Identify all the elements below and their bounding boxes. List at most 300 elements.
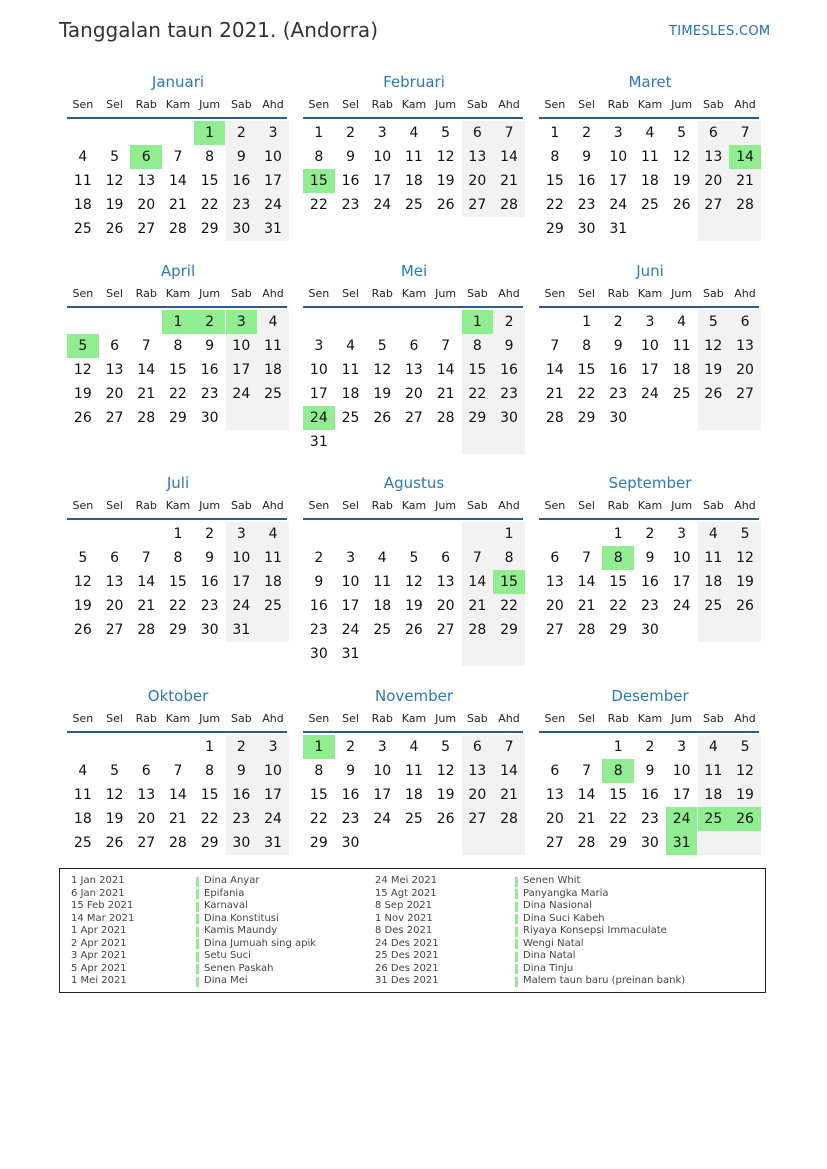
day-cell: 8 — [173, 338, 183, 354]
day-cell: 18 — [641, 173, 659, 189]
day-header: Sab — [466, 98, 488, 111]
day-header: Jum — [671, 287, 693, 300]
day-cell: 6 — [708, 125, 718, 141]
day-cell: 23 — [500, 386, 518, 402]
day-cell: 27 — [436, 622, 455, 638]
day-cell: 12 — [373, 362, 392, 378]
day-cell: 10 — [232, 550, 251, 566]
day-cell: 27 — [545, 835, 564, 851]
legend-holiday-name: Dina Suci Kabeh — [523, 912, 605, 924]
day-cell: 20 — [704, 173, 723, 189]
day-cell: 8 — [472, 338, 482, 354]
day-cell: 13 — [545, 787, 564, 803]
header-rule — [67, 117, 287, 119]
day-cell: 15 — [577, 362, 596, 378]
day-header: Sel — [106, 712, 123, 725]
day-cell: 15 — [169, 574, 187, 590]
day-header: Ahd — [262, 499, 284, 512]
day-cell: 14 — [545, 362, 564, 378]
day-cell: 21 — [500, 787, 518, 803]
day-cell: 28 — [436, 410, 455, 426]
day-header: Jum — [671, 98, 693, 111]
day-header: Ahd — [262, 287, 284, 300]
day-cell: 25 — [704, 598, 723, 614]
day-cell: 6 — [740, 314, 750, 330]
day-cell: 16 — [609, 362, 628, 378]
day-cell: 10 — [609, 149, 628, 165]
day-cell: 3 — [377, 125, 387, 141]
day-cell: 29 — [609, 622, 628, 638]
day-cell: 14 — [169, 787, 187, 803]
day-cell: 12 — [405, 574, 423, 590]
day-cell: 5 — [441, 739, 451, 755]
day-header: Sab — [230, 712, 252, 725]
day-cell: 2 — [645, 739, 655, 755]
legend-marker — [196, 889, 199, 899]
day-cell: 7 — [550, 338, 560, 354]
legend-date: 5 Apr 2021 — [71, 962, 127, 974]
day-cell: 19 — [73, 598, 92, 614]
day-cell: 25 — [405, 197, 423, 213]
day-cell: 30 — [200, 410, 219, 426]
day-cell: 23 — [577, 197, 596, 213]
day-cell: 18 — [704, 787, 723, 803]
holiday-legend — [59, 868, 766, 993]
day-cell: 14 — [468, 574, 487, 590]
day-cell: 29 — [577, 410, 596, 426]
day-header: Sab — [466, 287, 488, 300]
day-cell: 14 — [137, 362, 156, 378]
day-cell: 19 — [373, 386, 392, 402]
day-cell: 16 — [309, 598, 328, 614]
day-cell: 19 — [105, 811, 124, 827]
holiday-day-cell: 1 — [303, 735, 335, 759]
day-cell: 11 — [264, 338, 282, 354]
day-cell: 23 — [341, 197, 360, 213]
day-header: Sen — [308, 287, 330, 300]
day-cell: 31 — [264, 835, 282, 851]
day-cell: 2 — [582, 125, 591, 141]
day-cell: 12 — [704, 338, 723, 354]
header-rule — [67, 731, 287, 733]
day-cell: 23 — [309, 622, 328, 638]
day-cell: 12 — [672, 149, 691, 165]
day-cell: 12 — [436, 149, 455, 165]
day-cell: 7 — [141, 338, 151, 354]
day-cell: 22 — [609, 598, 628, 614]
month-name: Oktober — [147, 687, 209, 705]
day-cell: 25 — [341, 410, 360, 426]
day-cell: 6 — [441, 550, 451, 566]
day-header: Jum — [199, 98, 221, 111]
day-cell: 20 — [545, 811, 564, 827]
legend-holiday-name: Epifania — [204, 887, 245, 899]
day-cell: 11 — [641, 149, 659, 165]
day-header: Jum — [671, 712, 693, 725]
day-cell: 12 — [73, 574, 92, 590]
day-cell: 23 — [232, 197, 251, 213]
day-cell: 6 — [141, 763, 151, 779]
holiday-day-cell: 25 — [698, 807, 730, 831]
day-header: Sel — [106, 98, 123, 111]
holiday-day-cell: 1 — [462, 310, 494, 334]
day-cell: 28 — [137, 622, 156, 638]
header-rule — [539, 117, 759, 119]
day-cell: 26 — [73, 410, 92, 426]
month-name: April — [160, 262, 196, 280]
day-cell: 12 — [105, 173, 124, 189]
day-cell: 2 — [645, 526, 655, 542]
day-header: Sab — [230, 98, 252, 111]
day-cell: 19 — [736, 574, 754, 590]
header-rule — [539, 518, 759, 520]
legend-holiday-name: Riyaya Konsepsi Immaculate — [523, 925, 667, 936]
day-cell: 4 — [645, 125, 655, 141]
day-header: Ahd — [498, 98, 520, 111]
day-header: Sen — [72, 499, 94, 512]
legend-holiday-name: Setu Suci — [204, 950, 251, 961]
day-cell: 24 — [641, 386, 659, 402]
day-header: Sel — [578, 499, 595, 512]
day-cell: 3 — [645, 314, 655, 330]
day-header: Rab — [371, 98, 393, 111]
legend-holiday-name: Senen Paskah — [204, 962, 274, 974]
month-name: Maret — [628, 73, 672, 91]
day-cell: 11 — [405, 763, 423, 779]
legend-date: 8 Des 2021 — [375, 925, 433, 936]
day-cell: 28 — [736, 197, 754, 213]
day-header: Jum — [435, 712, 457, 725]
day-cell: 10 — [341, 574, 360, 590]
legend-holiday-name: Malem taun baru (preinan bank) — [523, 975, 686, 986]
day-cell: 7 — [582, 550, 591, 566]
legend-date: 1 Nov 2021 — [375, 912, 433, 924]
day-cell: 20 — [137, 197, 156, 213]
day-cell: 13 — [137, 173, 156, 189]
day-cell: 7 — [173, 149, 183, 165]
legend-date: 14 Mar 2021 — [71, 912, 135, 924]
legend-marker — [196, 877, 199, 887]
day-header: Kam — [401, 499, 427, 512]
day-header: Ahd — [498, 712, 520, 725]
day-cell: 23 — [609, 386, 628, 402]
day-cell: 27 — [545, 622, 564, 638]
day-cell: 30 — [641, 622, 659, 638]
day-header: Rab — [371, 712, 393, 725]
day-cell: 4 — [346, 338, 355, 354]
day-cell: 27 — [137, 835, 156, 851]
day-cell: 16 — [341, 787, 360, 803]
day-header: Sab — [702, 98, 724, 111]
day-cell: 15 — [609, 787, 628, 803]
day-cell: 20 — [405, 386, 423, 402]
day-header: Sen — [72, 98, 94, 111]
holiday-day-cell: 1 — [194, 121, 226, 145]
day-header: Sel — [578, 287, 595, 300]
day-cell: 28 — [169, 835, 187, 851]
holiday-day-cell: 14 — [729, 145, 761, 169]
day-cell: 7 — [504, 739, 514, 755]
legend-date: 6 Jan 2021 — [71, 887, 125, 899]
day-cell: 15 — [200, 787, 219, 803]
day-header: Sel — [106, 499, 123, 512]
day-header: Sab — [230, 287, 252, 300]
day-cell: 24 — [672, 598, 691, 614]
legend-date: 26 Des 2021 — [375, 962, 439, 974]
holiday-day-cell: 26 — [729, 807, 761, 831]
day-cell: 6 — [110, 338, 119, 354]
day-cell: 9 — [504, 338, 514, 354]
day-cell: 27 — [468, 811, 487, 827]
day-header: Kam — [637, 287, 663, 300]
day-cell: 11 — [264, 550, 282, 566]
day-cell: 17 — [232, 362, 251, 378]
day-cell: 8 — [550, 149, 560, 165]
day-cell: 17 — [672, 787, 691, 803]
day-cell: 1 — [613, 739, 623, 755]
legend-holiday-name: Wengi Natal — [523, 937, 584, 949]
legend-date: 15 Feb 2021 — [71, 900, 134, 911]
day-header: Kam — [637, 712, 663, 725]
day-cell: 2 — [236, 125, 246, 141]
day-cell: 28 — [577, 835, 596, 851]
month-name: Desember — [611, 687, 689, 705]
legend-marker — [515, 964, 518, 974]
day-cell: 13 — [545, 574, 564, 590]
day-cell: 28 — [577, 622, 596, 638]
day-cell: 10 — [264, 149, 282, 165]
legend-marker — [515, 889, 518, 899]
day-header: Ahd — [498, 287, 520, 300]
day-cell: 6 — [550, 763, 560, 779]
month-name: Februari — [383, 73, 445, 91]
day-cell: 27 — [105, 622, 124, 638]
day-header: Rab — [607, 712, 629, 725]
day-cell: 9 — [613, 338, 623, 354]
brand-link[interactable]: TIMESLES.COM — [669, 24, 771, 39]
day-cell: 28 — [468, 622, 487, 638]
day-cell: 9 — [236, 763, 246, 779]
day-cell: 17 — [264, 173, 282, 189]
day-cell: 25 — [405, 811, 423, 827]
day-header: Ahd — [734, 287, 756, 300]
day-cell: 5 — [708, 314, 718, 330]
legend-marker — [515, 914, 518, 924]
day-cell: 11 — [73, 173, 92, 189]
day-header: Sen — [308, 499, 330, 512]
day-cell: 23 — [641, 598, 659, 614]
day-cell: 23 — [200, 386, 219, 402]
day-header: Ahd — [498, 499, 520, 512]
day-cell: 22 — [577, 386, 596, 402]
day-cell: 8 — [205, 149, 215, 165]
header-rule — [539, 731, 759, 733]
day-cell: 21 — [169, 811, 187, 827]
day-cell: 30 — [577, 221, 596, 237]
day-cell: 21 — [468, 598, 487, 614]
day-cell: 11 — [373, 574, 392, 590]
day-cell: 24 — [232, 386, 251, 402]
legend-holiday-name: Senen Whit — [523, 875, 581, 886]
day-cell: 30 — [641, 835, 659, 851]
day-cell: 6 — [409, 338, 419, 354]
day-cell: 9 — [205, 550, 215, 566]
day-cell: 16 — [341, 173, 360, 189]
day-cell: 3 — [268, 739, 278, 755]
day-header: Sel — [578, 98, 595, 111]
day-cell: 20 — [105, 386, 124, 402]
day-header: Sel — [342, 98, 359, 111]
day-cell: 17 — [341, 598, 360, 614]
day-cell: 12 — [73, 362, 92, 378]
header-rule — [303, 731, 523, 733]
day-header: Rab — [135, 98, 157, 111]
legend-holiday-name: Dina Nasional — [523, 900, 593, 911]
day-cell: 24 — [232, 598, 251, 614]
day-header: Sel — [106, 287, 123, 300]
day-header: Sab — [466, 499, 488, 512]
day-cell: 14 — [436, 362, 455, 378]
day-cell: 17 — [641, 362, 659, 378]
day-cell: 14 — [500, 763, 518, 779]
day-cell: 30 — [232, 221, 251, 237]
day-cell: 25 — [264, 386, 282, 402]
legend-holiday-name: Kamis Maundy — [204, 925, 278, 936]
day-header: Ahd — [262, 98, 284, 111]
day-cell: 29 — [500, 622, 518, 638]
day-cell: 25 — [672, 386, 691, 402]
day-header: Sab — [702, 712, 724, 725]
holiday-day-cell: 1 — [162, 310, 194, 334]
day-cell: 16 — [232, 173, 251, 189]
day-header: Rab — [607, 499, 629, 512]
day-header: Rab — [371, 499, 393, 512]
day-cell: 6 — [472, 739, 482, 755]
day-cell: 30 — [609, 410, 628, 426]
day-cell: 1 — [613, 526, 623, 542]
legend-holiday-name: Dina Konstitusi — [204, 912, 279, 924]
day-cell: 24 — [264, 197, 282, 213]
day-cell: 29 — [200, 221, 219, 237]
header-rule — [303, 306, 523, 308]
day-cell: 22 — [169, 386, 187, 402]
day-cell: 3 — [314, 338, 324, 354]
day-cell: 26 — [73, 622, 92, 638]
legend-marker — [196, 964, 199, 974]
day-cell: 28 — [500, 811, 518, 827]
day-cell: 5 — [110, 763, 119, 779]
day-cell: 22 — [169, 598, 187, 614]
day-cell: 17 — [672, 574, 691, 590]
day-header: Ahd — [734, 499, 756, 512]
day-cell: 4 — [268, 526, 278, 542]
day-header: Jum — [435, 98, 457, 111]
day-cell: 18 — [73, 197, 92, 213]
day-cell: 26 — [105, 221, 124, 237]
day-cell: 7 — [173, 763, 183, 779]
day-cell: 18 — [264, 362, 282, 378]
day-cell: 20 — [468, 173, 487, 189]
legend-date: 1 Jan 2021 — [71, 875, 125, 886]
day-cell: 24 — [341, 622, 360, 638]
day-cell: 10 — [672, 550, 691, 566]
day-cell: 27 — [736, 386, 754, 402]
month-name: Agustus — [383, 474, 445, 492]
day-header: Jum — [435, 499, 457, 512]
day-header: Sel — [342, 287, 359, 300]
day-cell: 1 — [173, 526, 183, 542]
day-cell: 19 — [73, 386, 92, 402]
day-cell: 4 — [677, 314, 687, 330]
day-cell: 27 — [468, 197, 487, 213]
holiday-day-cell: 31 — [666, 831, 698, 855]
day-cell: 7 — [441, 338, 451, 354]
day-cell: 26 — [105, 835, 124, 851]
day-cell: 4 — [268, 314, 278, 330]
day-cell: 16 — [500, 362, 518, 378]
day-cell: 30 — [309, 646, 328, 662]
day-cell: 31 — [232, 622, 251, 638]
day-cell: 1 — [205, 739, 215, 755]
day-cell: 14 — [500, 149, 518, 165]
holiday-day-cell: 3 — [226, 310, 258, 334]
day-cell: 1 — [314, 125, 324, 141]
legend-date: 15 Agt 2021 — [375, 887, 437, 899]
header-rule — [539, 306, 759, 308]
day-cell: 21 — [137, 598, 156, 614]
day-header: Sab — [702, 499, 724, 512]
day-cell: 14 — [169, 173, 187, 189]
day-cell: 21 — [169, 197, 187, 213]
day-cell: 19 — [436, 173, 455, 189]
day-cell: 3 — [377, 739, 387, 755]
day-cell: 2 — [346, 125, 355, 141]
month-name: Juli — [166, 474, 190, 492]
header-rule — [67, 306, 287, 308]
day-cell: 9 — [645, 550, 655, 566]
day-cell: 7 — [582, 763, 591, 779]
day-cell: 21 — [736, 173, 754, 189]
day-cell: 28 — [500, 197, 518, 213]
day-cell: 25 — [373, 622, 392, 638]
legend-holiday-name: Dina Natal — [523, 950, 576, 961]
day-cell: 16 — [232, 787, 251, 803]
day-cell: 18 — [672, 362, 691, 378]
day-cell: 29 — [545, 221, 564, 237]
day-cell: 3 — [268, 125, 278, 141]
day-cell: 28 — [169, 221, 187, 237]
legend-marker — [515, 902, 518, 912]
day-cell: 22 — [545, 197, 564, 213]
day-cell: 29 — [169, 622, 187, 638]
day-cell: 14 — [137, 574, 156, 590]
day-cell: 9 — [205, 338, 215, 354]
day-header: Rab — [607, 287, 629, 300]
day-cell: 2 — [205, 526, 215, 542]
legend-marker — [196, 927, 199, 937]
day-cell: 8 — [205, 763, 215, 779]
day-cell: 11 — [405, 149, 423, 165]
day-cell: 19 — [736, 787, 754, 803]
legend-holiday-name: Dina Jumuah sing apik — [204, 937, 317, 949]
legend-marker — [196, 902, 199, 912]
day-cell: 5 — [110, 149, 119, 165]
holiday-day-cell: 15 — [303, 169, 335, 193]
month-name: November — [374, 687, 454, 705]
day-cell: 17 — [609, 173, 628, 189]
day-cell: 28 — [545, 410, 564, 426]
day-header: Sen — [544, 287, 566, 300]
